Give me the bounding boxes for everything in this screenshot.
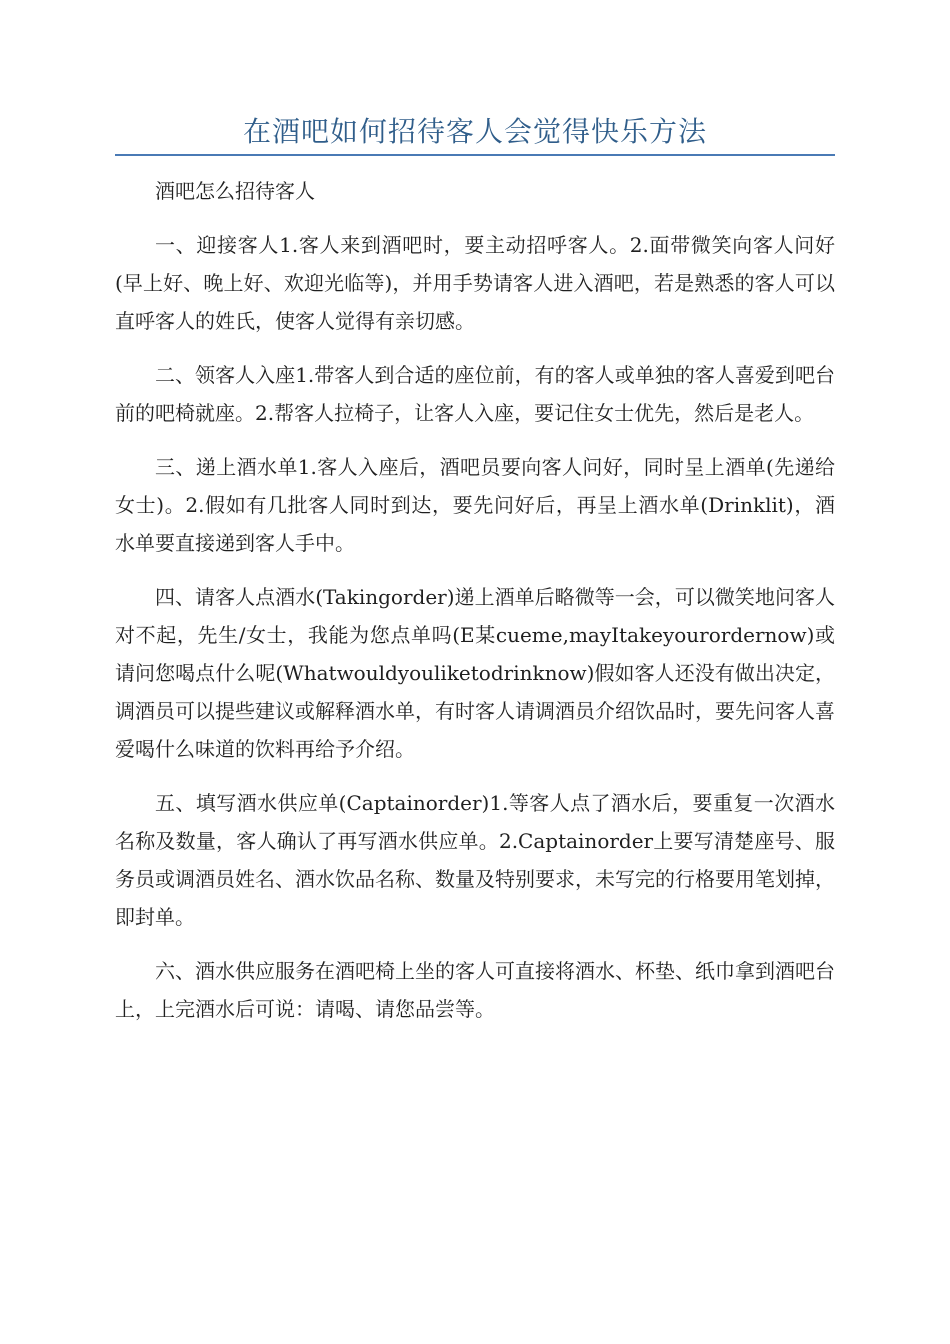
- title-underline: [115, 154, 835, 156]
- paragraph-captain-order: 五、填写酒水供应单(Captainorder)1.等客人点了酒水后，要重复一次酒水名称及数量，客人确认了再写酒水供应单。2.Captainorder上要写清楚座号、服务员或调酒员姓名、酒水饮品名称、数量及特别要求，未写完的行格要用笔划掉，即封单。: [115, 791, 835, 929]
- document-title: 在酒吧如何招待客人会觉得快乐方法: [242, 115, 707, 148]
- paragraph-serve-drinks: 六、酒水供应服务在酒吧椅上坐的客人可直接将酒水、杯垫、纸巾拿到酒吧台上，上完酒水后可说：请喝、请您品尝等。: [115, 959, 835, 1021]
- document-body: [115, 172, 835, 1044]
- paragraph-present-menu: 三、递上酒水单1.客人入座后，酒吧员要向客人问好，同时呈上酒单(先递给女士)。2.假如有几批客人同时到达，要先问好后，再呈上酒水单(Drinklit)，酒水单要直接递到客人手中。: [115, 455, 835, 555]
- paragraph-take-order: 四、请客人点酒水(Takingorder)递上酒单后略微等一会，可以微笑地问客人对不起，先生/女士，我能为您点单吗(E某cueme,mayItakeyourordernow)或请问您喝点什么呢(Whatwouldyouliketodrinknow)假如客人还没有做出决定，调酒员可以提些建议或解释酒水单，有时客人请调酒员介绍饮品时，要先问客人喜爱喝什么味道的饮料再给予介绍。: [115, 585, 835, 761]
- paragraph-intro: 酒吧怎么招待客人: [155, 179, 315, 203]
- paragraph-seat-guests: 二、领客人入座1.带客人到合适的座位前，有的客人或单独的客人喜爱到吧台前的吧椅就座。2.帮客人拉椅子，让客人入座，要记住女士优先，然后是老人。: [115, 363, 835, 425]
- paragraph-greet-guests: 一、迎接客人1.客人来到酒吧时，要主动招呼客人。2.面带微笑向客人问好(早上好、晚上好、欢迎光临等)，并用手势请客人进入酒吧，若是熟悉的客人可以直呼客人的姓氏，使客人觉得有亲切感。: [115, 233, 835, 333]
